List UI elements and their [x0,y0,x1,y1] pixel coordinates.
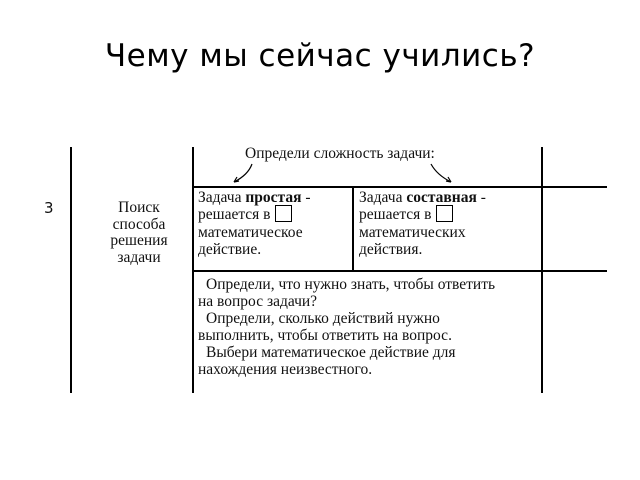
step-item [198,344,495,378]
steps-cell [198,276,495,378]
step-line: Выбери математическое действие для [206,344,456,362]
stage-line: задачи [117,249,161,267]
simple-bold: простая [245,189,302,206]
compound-line4: действия. [359,241,423,259]
compound-line3: математических [359,223,466,241]
compound-bold: составная [406,189,477,206]
compound-word: Задача [359,189,407,206]
simple-line3: математическое [198,223,303,241]
compound-line2: решается в [359,206,432,224]
step-item [198,276,495,310]
step-line: Определи, сколько действий нужно [206,310,440,328]
stage-line: решения [110,232,168,250]
step-item [198,310,495,344]
simple-line4: действие. [198,241,262,259]
step-line: выполнить, чтобы ответить на вопрос. [198,327,452,345]
answer-box-compound[interactable] [436,205,453,222]
simple-word: Задача [198,189,246,206]
simple-line2: решается в [198,206,271,224]
step-line: на вопрос задачи? [198,293,318,311]
simple-dash: - [301,189,311,206]
answer-box-simple[interactable] [275,205,292,222]
simple-task-cell [198,189,311,258]
stage-line: Поиск [118,199,160,216]
row-number: 3 [44,199,54,217]
step-line: Определи, что нужно знать, чтобы ответить [206,276,496,293]
compound-dash: - [476,189,486,206]
header-text: Определи сложность задачи: [245,145,435,162]
compound-task-cell [359,189,486,258]
arrow-right-icon [431,164,451,182]
page-title: Чему мы сейчас учились? [104,38,536,74]
arrow-left-icon [234,164,252,182]
stage-line: способа [112,215,166,233]
step-line: нахождения неизвестного. [198,361,373,379]
